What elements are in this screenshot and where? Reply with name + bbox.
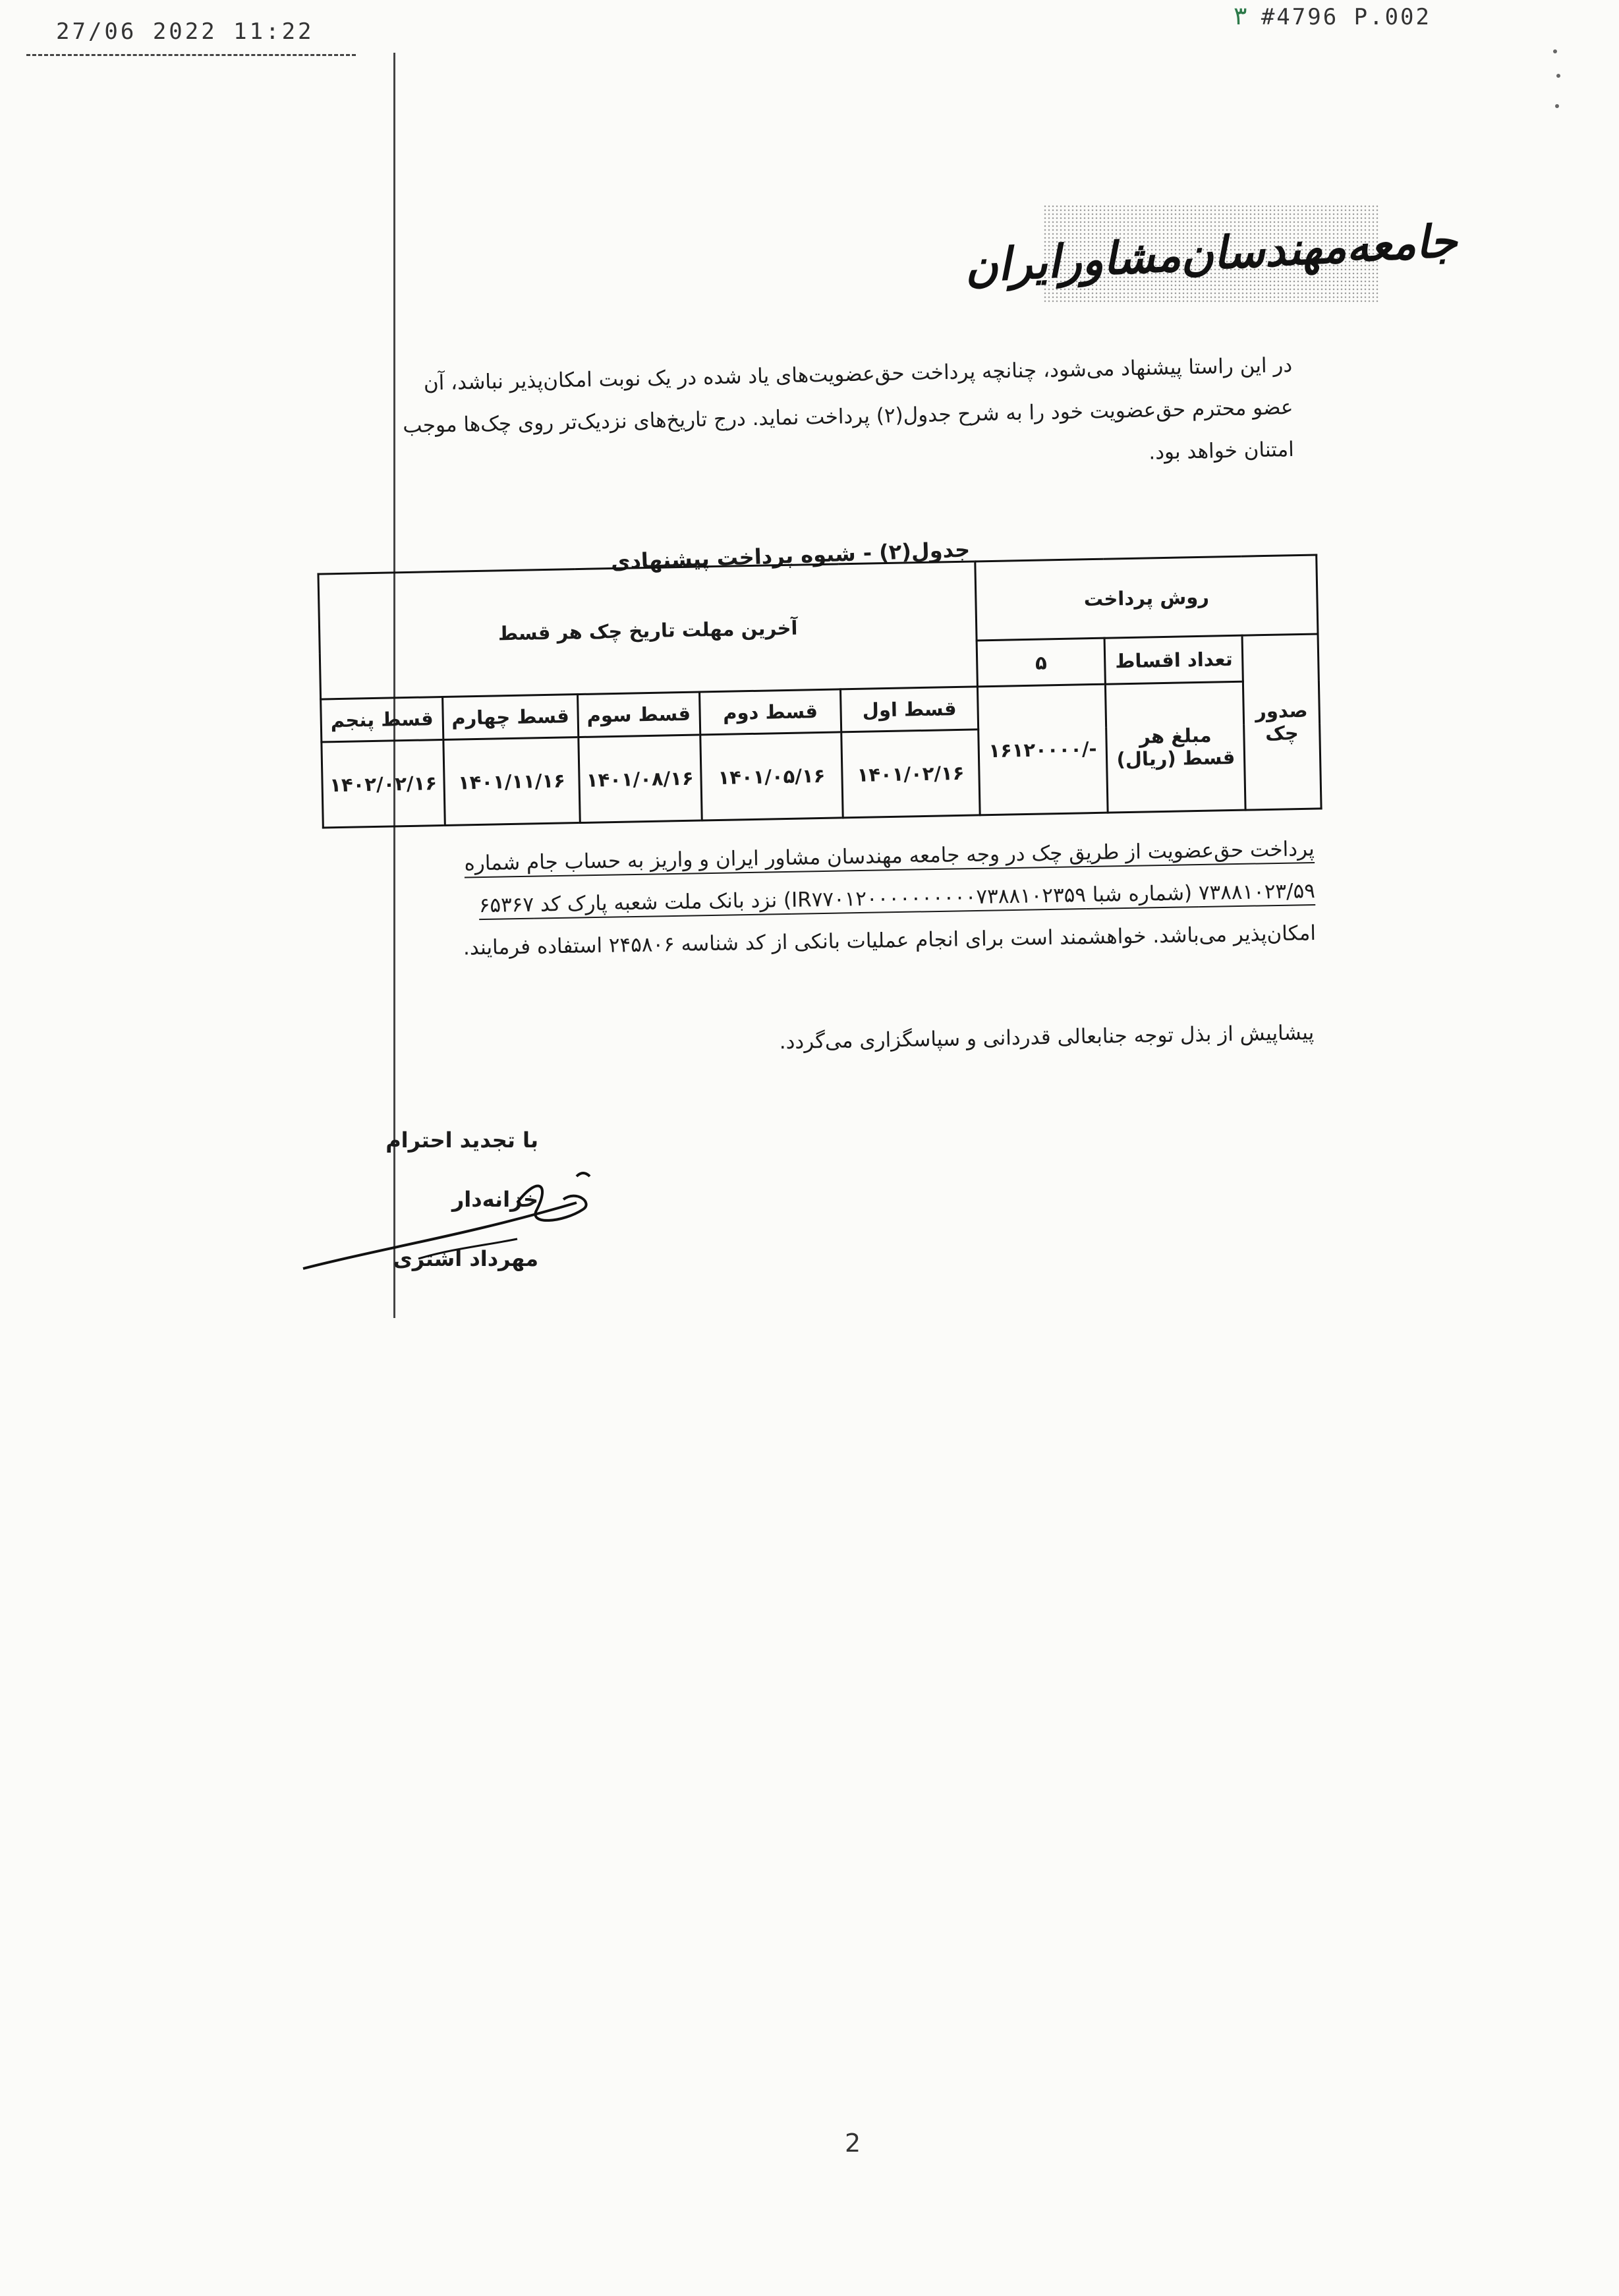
table-title: جدول(۲) - شیوه پرداخت پیشنهادی: [610, 536, 971, 575]
payment-line-3: امکان‌پذیر می‌باشد. خواهشمند است برای انجام عملیات بانکی از کد شناسه ۲۴۵۸۰۶ استفاده فرمایند.: [463, 921, 1317, 960]
intro-line-2: عضو محترم حق‌عضویت خود را به شرح جدول(۲) پرداخت نماید. درج تاریخ‌های نزدیک‌تر روی چک‌ها موجب: [402, 395, 1293, 438]
signer-name: مهرداد اشتری: [393, 1246, 538, 1271]
installment-date-4: ۱۴۰۱/۱۱/۱۶: [443, 737, 580, 826]
issue-check-cell: صدور چک: [1242, 634, 1321, 810]
header-deadline: آخرین مهلت تاریخ چک هر قسط: [318, 561, 977, 699]
installment-date-2: ۱۴۰۱/۰۵/۱۶: [700, 732, 843, 820]
payment-line-2: ۷۳۸۸۱۰۲۳/۵۹ (شماره شبا IR۷۷۰۱۲۰۰۰۰۰۰۰۰۰۰۷۳۸۸۱۰۲۳۵۹) نزد بانک ملت شعبه پارک کد ۶۵۳۶۷: [478, 878, 1315, 918]
installment-date-1: ۱۴۰۱/۰۲/۱۶: [841, 730, 980, 818]
installments-count-value: ۵: [977, 638, 1106, 687]
intro-line-3: امتنان خواهد بود.: [1148, 437, 1294, 465]
page-number: 2: [845, 2129, 861, 2158]
logo-text: جامعه‌مهندسان‌مشاور‌ایران: [963, 214, 1459, 293]
handwritten-signature: [300, 1163, 616, 1282]
installment-label-2: قسط دوم: [699, 689, 841, 735]
installment-date-3: ۱۴۰۱/۰۸/۱۶: [578, 735, 701, 823]
installment-label-4: قسط چهارم: [443, 695, 579, 740]
fax-page-mark: ۳: [1234, 1, 1247, 30]
payment-paragraph: [461, 828, 1316, 969]
fax-job-page: #4796 P.002: [1261, 4, 1431, 30]
header-payment-method: روش پرداخت: [975, 555, 1318, 641]
letterhead-logo: [963, 204, 1459, 303]
intro-line-1: در این راستا پیشنهاد می‌شود، چنانچه پرداخت حق‌عضویت‌های یاد شده در یک نوبت امکان‌پذیر نباشد، آن: [423, 353, 1293, 395]
fax-header-dash: [26, 54, 356, 56]
amount-label: مبلغ هر قسط (ریال): [1106, 681, 1246, 813]
intro-paragraph: [401, 344, 1294, 489]
closing-text: با تجدید احترام: [385, 1128, 538, 1153]
installments-count-label: تعداد اقساط: [1104, 635, 1243, 684]
amount-value: -/۱۶۱۲۰۰۰۰: [977, 684, 1108, 815]
payment-table: [317, 554, 1322, 826]
payment-line-1: پرداخت حق‌عضویت از طریق چک در وجه جامعه مهندسان مشاور ایران و واریز به حساب جام شماره: [464, 836, 1315, 876]
fax-timestamp: 27/06 2022 11:22: [56, 18, 314, 45]
installment-label-5: قسط پنجم: [321, 697, 443, 742]
thanks-line: پیشاپیش از بذل توجه جنابعالی قدردانی و سپاسگزاری می‌گردد.: [779, 1020, 1315, 1054]
installment-label-3: قسط سوم: [577, 692, 700, 737]
thanks-paragraph: [779, 1012, 1315, 1063]
installment-label-1: قسط اول: [841, 687, 979, 732]
installment-date-5: ۱۴۰۲/۰۲/۱۶: [322, 739, 445, 828]
signer-title: خزانه‌دار: [451, 1187, 538, 1212]
